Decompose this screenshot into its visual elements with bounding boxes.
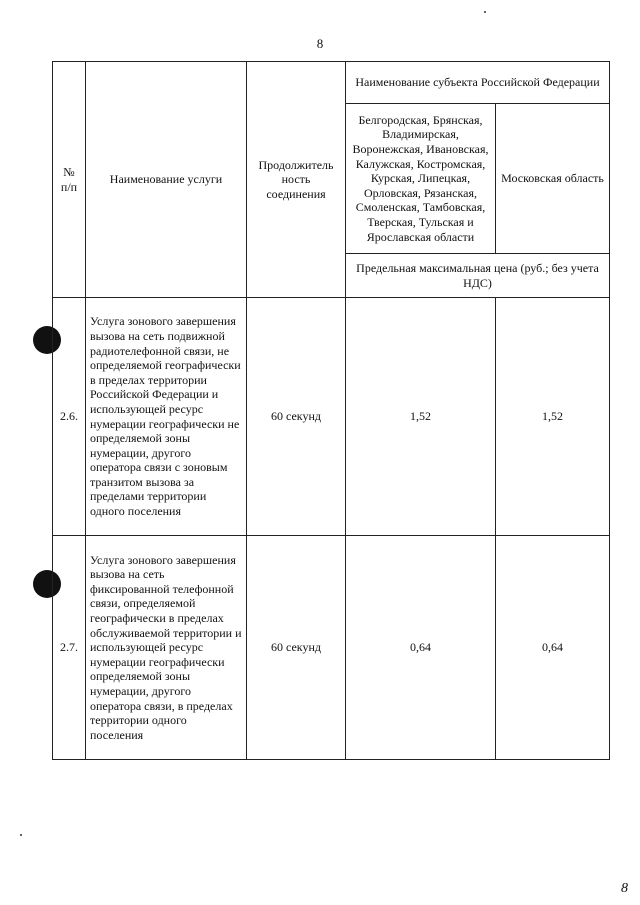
row-price-regions: 0,64 [346,536,496,760]
table-row [53,536,610,760]
table-header-row [53,62,610,104]
header-subject-group: Наименование субъекта Российской Федерации [346,62,610,104]
tariff-table [52,61,610,760]
row-num: 2.6. [53,298,86,536]
row-duration: 60 секунд [247,536,346,760]
header-price-caption: Предельная максимальная цена (руб.; без учета НДС) [346,254,610,298]
row-price-moscow: 0,64 [496,536,610,760]
row-duration: 60 секунд [247,298,346,536]
row-service-name: Услуга зонового завершения вызова на сеть фиксированной телефонной связи, определяемой географически в пределах обслуживаемой территории и использующей ресурс нумерации географически определяемой зоны нумерации, другого оператора связи, в пределах территории одного поселения [86,536,247,760]
header-duration: Продолжитель ность соединения [247,62,346,298]
row-service-name: Услуга зонового завершения вызова на сеть подвижной радиотелефонной связи, не определяемой географически в пределах территории Российской Федерации и использующей ресурс нумерации географически не определяемой зоны нумерации, другого оператора связи с зоновым транзитом вызова за пределами территории одного поселения [86,298,247,536]
row-price-regions: 1,52 [346,298,496,536]
header-regions: Белгородская, Брянская, Владимирская, Воронежская, Ивановская, Калужская, Костромская, Курская, Липецкая, Орловская, Рязанская, Смоленская, Тамбовская, Тверская, Тульская и Ярославская области [346,104,496,254]
page-number: 8 [316,36,324,51]
header-moscow-region: Московская область [496,104,610,254]
table-row [53,298,610,536]
corner-page-mark: 8 [621,881,628,896]
scan-speck [484,11,486,13]
scan-speck [20,834,22,836]
row-num: 2.7. [53,536,86,760]
row-price-moscow: 1,52 [496,298,610,536]
header-num: № п/п [53,62,86,298]
header-service-name: Наименование услуги [86,62,247,298]
